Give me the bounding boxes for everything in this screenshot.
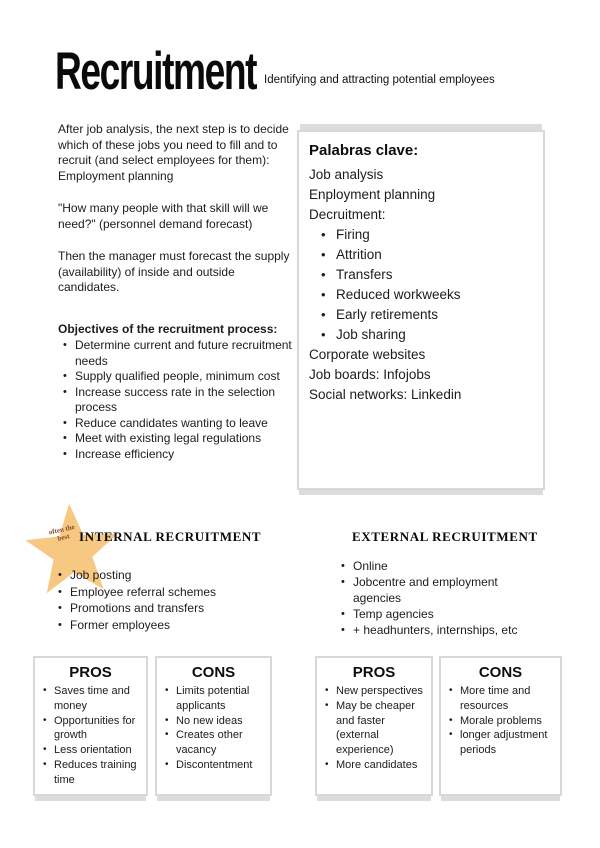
external-pros-item: • May be cheaper and faster (external experience)	[324, 699, 424, 758]
keywords-bullet-list	[309, 225, 533, 345]
star-badge-label: often the best	[48, 522, 76, 543]
objective-item: • Determine current and future recruitment needs	[58, 338, 298, 369]
keyword-bullet-item: • Attrition	[319, 245, 533, 265]
page-title: Recruitment	[55, 42, 257, 101]
keywords-box	[297, 130, 545, 490]
intro-column	[58, 122, 298, 462]
external-cons-box	[439, 656, 562, 796]
objective-item: • Increase efficiency	[58, 447, 298, 463]
keyword-line: Decruitment:	[309, 207, 386, 222]
keyword-bullet-item: • Reduced workweeks	[319, 285, 533, 305]
internal-cons-heading: CONS	[191, 664, 236, 681]
internal-method-item: • Employee referral schemes	[55, 584, 265, 601]
external-cons-item: • Morale problems	[448, 714, 553, 729]
internal-cons-item: • Creates other vacancy	[164, 728, 263, 758]
intro-paragraph-1: After job analysis, the next step is to decide which of these jobs you need to fill and to recruit (and select employees for them): Employment planning	[58, 122, 289, 183]
internal-pros-item: • Less orientation	[42, 743, 139, 758]
keyword-bullet-item: • Firing	[319, 225, 533, 245]
keywords-heading: Palabras clave:	[309, 142, 419, 159]
keyword-line: Enployment planning	[309, 187, 436, 202]
keyword-line: Corporate websites	[309, 347, 426, 362]
external-method-item: • + headhunters, internships, etc	[338, 622, 526, 638]
external-method-item: • Online	[338, 558, 526, 574]
internal-methods-list	[55, 567, 265, 633]
internal-pros-item: • Saves time and money	[42, 684, 139, 714]
objective-item: • Reduce candidates wanting to leave	[58, 416, 298, 432]
internal-recruitment-heading: INTERNAL RECRUITMENT	[79, 529, 262, 544]
keyword-bullet-item: • Transfers	[319, 265, 533, 285]
external-cons-item: • More time and resources	[448, 684, 553, 714]
internal-cons-box	[155, 656, 272, 796]
internal-method-item: • Promotions and transfers	[55, 600, 265, 617]
objectives-heading: Objectives of the recruitment process:	[58, 321, 278, 336]
internal-pros-item: • Opportunities for growth	[42, 714, 139, 744]
external-cons-list	[448, 684, 553, 758]
internal-pros-list	[42, 684, 139, 788]
page-subtitle: Identifying and attracting potential employees	[264, 74, 495, 86]
internal-pros-box	[33, 656, 148, 796]
external-pros-list	[324, 684, 424, 773]
external-method-item: • Temp agencies	[338, 606, 526, 622]
internal-cons-list	[164, 684, 263, 773]
intro-paragraph-3: Then the manager must forecast the supply (availability) of inside and outside candidates.	[58, 249, 290, 294]
internal-cons-item: • Discontentment	[164, 758, 263, 773]
external-pros-box	[315, 656, 433, 796]
external-cons-heading: CONS	[478, 664, 523, 681]
keyword-line: Job boards: Infojobs	[309, 367, 431, 382]
keyword-bullet-item: • Early retirements	[319, 305, 533, 325]
objectives-list	[58, 338, 298, 462]
keyword-line: Social networks: Linkedin	[309, 387, 462, 402]
external-pros-item: • New perspectives	[324, 684, 424, 699]
external-pros-item: • More candidates	[324, 758, 424, 773]
internal-cons-item: • Limits potential applicants	[164, 684, 263, 714]
objective-item: • Supply qualified people, minimum cost	[58, 369, 298, 385]
internal-method-item: • Job posting	[55, 567, 265, 584]
external-methods-list	[338, 558, 526, 638]
objective-item: • Increase success rate in the selection process	[58, 385, 298, 416]
keyword-line: Job analysis	[309, 167, 384, 182]
external-recruitment-heading: EXTERNAL RECRUITMENT	[352, 529, 538, 544]
objective-item: • Meet with existing legal regulations	[58, 431, 298, 447]
external-method-item: • Jobcentre and employment agencies	[338, 574, 526, 606]
internal-cons-item: • No new ideas	[164, 714, 263, 729]
keyword-bullet-item: • Job sharing	[319, 325, 533, 345]
internal-pros-heading: PROS	[69, 664, 112, 681]
internal-method-item: • Former employees	[55, 617, 265, 634]
external-cons-item: • longer adjustment periods	[448, 728, 553, 758]
external-pros-heading: PROS	[352, 664, 396, 681]
intro-paragraph-2: "How many people with that skill will we need?" (personnel demand forecast)	[58, 201, 269, 231]
internal-pros-item: • Reduces training time	[42, 758, 139, 788]
